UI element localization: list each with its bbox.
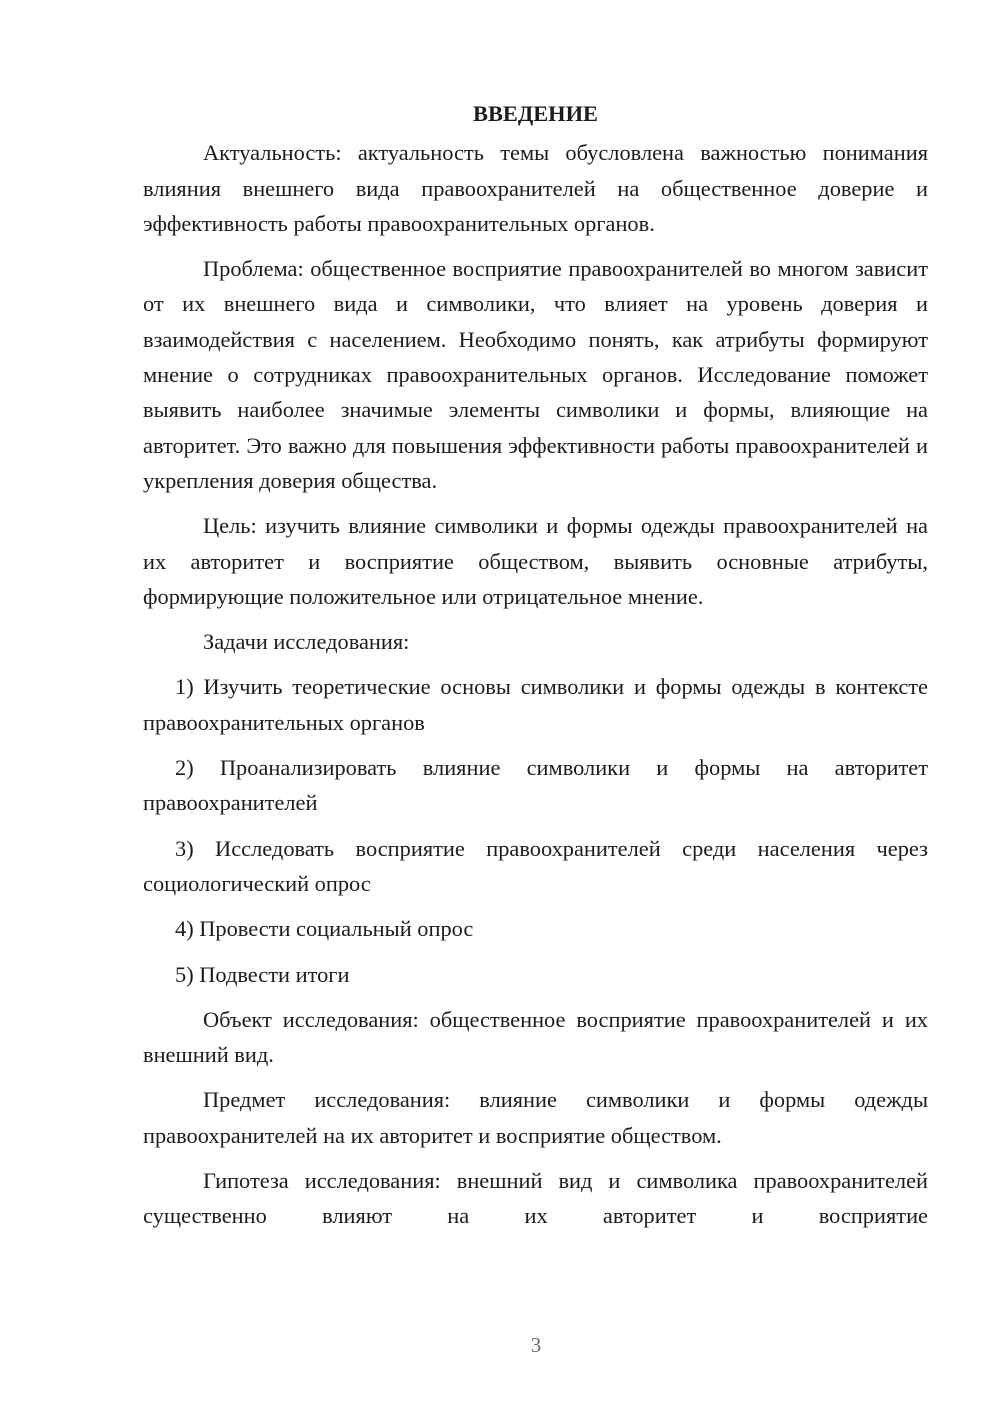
paragraph-hypothesis: Гипотеза исследования: внешний вид и символика правоохранителей существенно влияют на их авторитет и восприятие bbox=[143, 1168, 928, 1229]
paragraph-goal: Цель: изучить влияние символики и формы одежды правоохранителей на их авторитет и восприятие обществом, выявить основные атрибуты, формирующие положительное или отрицательное мнение. bbox=[143, 513, 928, 609]
task-item-1: 1) Изучить теоретические основы символики и формы одежды в контексте правоохранительных органов bbox=[143, 674, 928, 735]
document-body bbox=[143, 96, 928, 1244]
paragraph-relevance: Актуальность: актуальность темы обусловлена важностью понимания влияния внешнего вида правоохранителей на общественное доверие и эффективность работы правоохранительных органов. bbox=[143, 140, 928, 236]
task-item-2: 2) Проанализировать влияние символики и формы на авторитет правоохранителей bbox=[143, 755, 928, 816]
task-item-4: 4) Провести социальный опрос bbox=[175, 916, 474, 942]
paragraph-subject: Предмет исследования: влияние символики и формы одежды правоохранителей на их авторитет и восприятие обществом. bbox=[143, 1087, 928, 1148]
tasks-title: Задачи исследования: bbox=[203, 629, 410, 655]
task-item-3: 3) Исследовать восприятие правоохранителей среди населения через социологический опрос bbox=[143, 835, 928, 896]
paragraph-object: Объект исследования: общественное восприятие правоохранителей и их внешний вид. bbox=[143, 1006, 928, 1068]
task-item-5: 5) Подвести итоги bbox=[175, 961, 350, 987]
section-heading: ВВЕДЕНИЕ bbox=[473, 101, 598, 126]
paragraph-problem: Проблема: общественное восприятие правоохранителей во многом зависит от их внешнего вида и символики, что влияет на уровень доверия и взаимодействия с населением. Необходимо понять, как атрибуты формируют мнение о сотрудниках правоохранительных органов. Исследование поможет выявить наиболее значимые элементы символики и формы, влияющие на авторитет. Это важно для повышения эффективности работы правоохранителей и укрепления доверия общества. bbox=[143, 256, 928, 493]
page-number: 3 bbox=[530, 1333, 542, 1357]
